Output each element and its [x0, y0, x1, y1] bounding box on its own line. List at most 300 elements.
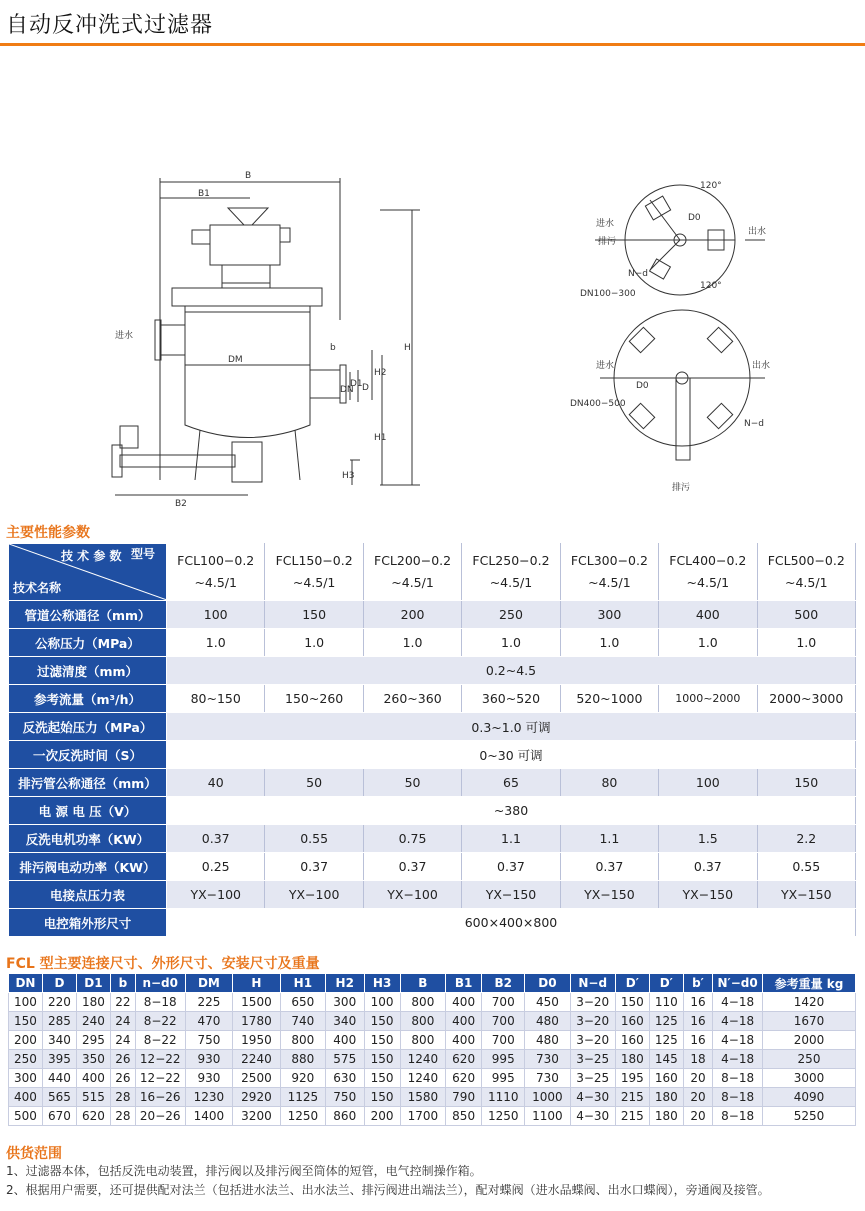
dims-row [9, 1031, 856, 1050]
model-code: FCL100−0.2 [177, 553, 255, 568]
dims-cell: 400 [446, 1012, 482, 1031]
dims-header-cell: DN [9, 974, 43, 993]
dims-cell: 730 [525, 1050, 570, 1069]
dims-cell: 180 [649, 1088, 683, 1107]
model-code: FCL150−0.2 [275, 553, 353, 568]
perf-cell: 50 [265, 769, 363, 797]
dims-cell: 4090 [763, 1088, 856, 1107]
dims-cell: 750 [326, 1088, 365, 1107]
dims-cell: 150 [9, 1012, 43, 1031]
perf-row-label: 反洗电机功率（KW） [9, 825, 167, 853]
perf-cell: 1.0 [757, 629, 855, 657]
dims-cell: 215 [615, 1107, 649, 1126]
dims-cell: 3−20 [570, 993, 615, 1012]
dims-header-cell: H2 [326, 974, 365, 993]
dims-cell: 620 [446, 1050, 482, 1069]
model-code: FCL400−0.2 [669, 553, 747, 568]
perf-cell: 80 [560, 769, 658, 797]
dims-cell: 3−25 [570, 1069, 615, 1088]
perf-cell: 65 [462, 769, 560, 797]
dims-cell: 150 [615, 993, 649, 1012]
dims-cell: 575 [326, 1050, 365, 1069]
dims-header-cell: D0 [525, 974, 570, 993]
perf-cell-span: 0.3~1.0 可调 [167, 713, 856, 741]
dims-cell: 750 [185, 1031, 233, 1050]
dims-cell: 225 [185, 993, 233, 1012]
perf-cell: 100 [659, 769, 757, 797]
perf-cell: 0.55 [757, 853, 855, 881]
perf-row-label: 电 源 电 压（V） [9, 797, 167, 825]
perf-model-header [560, 544, 658, 601]
dims-cell: 2500 [233, 1069, 281, 1088]
dims-header-cell: b [110, 974, 135, 993]
perf-row [9, 881, 856, 909]
dims-header-row [9, 974, 856, 993]
perf-header-corner [9, 544, 167, 601]
model-range: ~4.5/1 [588, 575, 631, 590]
perf-cell: 0.37 [560, 853, 658, 881]
perf-row-label: 电控箱外形尺寸 [9, 909, 167, 937]
nd-label-top: N−d [628, 269, 648, 279]
dims-cell: 28 [110, 1107, 135, 1126]
perf-model-header [363, 544, 461, 601]
dims-cell: 300 [326, 993, 365, 1012]
dims-cell: 100 [9, 993, 43, 1012]
dims-cell: 930 [185, 1069, 233, 1088]
dims-cell: 26 [110, 1069, 135, 1088]
dims-cell: 125 [649, 1012, 683, 1031]
perf-model-header [167, 544, 265, 601]
dim-label-h1: H1 [374, 433, 387, 443]
dims-row [9, 1012, 856, 1031]
perf-cell: YX−100 [265, 881, 363, 909]
dims-cell: 145 [649, 1050, 683, 1069]
dim-label-bb: b [330, 343, 336, 353]
dim-label-h3: H3 [342, 471, 355, 481]
dims-cell: 480 [525, 1012, 570, 1031]
inlet-label: 进水 [115, 331, 134, 341]
dims-cell: 1400 [185, 1107, 233, 1126]
dims-cell: 440 [42, 1069, 76, 1088]
perf-row [9, 741, 856, 769]
perf-row-label: 公称压力（MPa） [9, 629, 167, 657]
dims-cell: 24 [110, 1012, 135, 1031]
dims-cell: 12−22 [135, 1050, 185, 1069]
angle-label-top: 120° [700, 181, 722, 191]
dims-cell: 3−20 [570, 1031, 615, 1050]
dims-cell: 995 [482, 1069, 525, 1088]
perf-cell: 100 [167, 601, 265, 629]
dims-cell: 16 [683, 1012, 712, 1031]
dims-cell: 26 [110, 1050, 135, 1069]
dims-cell: 250 [763, 1050, 856, 1069]
perf-cell: 0.25 [167, 853, 265, 881]
perf-cell: 1.5 [659, 825, 757, 853]
perf-cell: 1.1 [560, 825, 658, 853]
dims-cell: 20−26 [135, 1107, 185, 1126]
perf-row-label: 排污阀电动功率（KW） [9, 853, 167, 881]
perf-cell: 360~520 [462, 685, 560, 713]
dims-header-cell: D [42, 974, 76, 993]
dims-cell: 4−18 [713, 993, 763, 1012]
dim-label-b1: B1 [198, 189, 210, 199]
perf-cell: 80~150 [167, 685, 265, 713]
perf-cell: YX−150 [560, 881, 658, 909]
dims-cell: 195 [615, 1069, 649, 1088]
corner-model-text: 型号 [131, 547, 156, 561]
model-range: ~4.5/1 [292, 575, 336, 590]
dims-header-cell: b′ [683, 974, 712, 993]
perf-row [9, 853, 856, 881]
perf-cell: 0.37 [462, 853, 560, 881]
dims-cell: 740 [280, 1012, 325, 1031]
dims-cell: 700 [482, 1012, 525, 1031]
outlet-label-top: 出水 [748, 227, 767, 237]
dims-row [9, 1050, 856, 1069]
dims-cell: 930 [185, 1050, 233, 1069]
dim-label-dn: DN [340, 385, 354, 395]
dims-cell: 220 [42, 993, 76, 1012]
dims-cell: 300 [9, 1069, 43, 1088]
dims-cell: 620 [76, 1107, 110, 1126]
perf-row [9, 713, 856, 741]
dims-cell: 160 [615, 1031, 649, 1050]
perf-cell: 1.0 [462, 629, 560, 657]
dims-header-cell: D′ [615, 974, 649, 993]
dims-cell: 340 [42, 1031, 76, 1050]
perf-cell: YX−100 [363, 881, 461, 909]
dims-cell: 1700 [400, 1107, 445, 1126]
dims-cell: 3000 [763, 1069, 856, 1088]
dims-header-cell: B1 [446, 974, 482, 993]
dims-cell: 880 [280, 1050, 325, 1069]
model-code: FCL500−0.2 [767, 553, 845, 568]
dims-cell: 3200 [233, 1107, 281, 1126]
perf-cell: YX−150 [757, 881, 855, 909]
dims-cell: 16−26 [135, 1088, 185, 1107]
dims-cell: 8−18 [713, 1088, 763, 1107]
dims-cell: 395 [42, 1050, 76, 1069]
perf-cell: 1000~2000 [659, 685, 757, 713]
dims-cell: 8−18 [713, 1069, 763, 1088]
dims-header-cell: D′ [649, 974, 683, 993]
dims-cell: 730 [525, 1069, 570, 1088]
dims-header-cell: N′−d0 [713, 974, 763, 993]
dims-header-cell: H1 [280, 974, 325, 993]
dims-header-cell: H [233, 974, 281, 993]
dims-cell: 1420 [763, 993, 856, 1012]
dims-cell: 1250 [482, 1107, 525, 1126]
dims-cell: 22 [110, 993, 135, 1012]
dims-header-cell: D1 [76, 974, 110, 993]
dims-cell: 3−20 [570, 1012, 615, 1031]
dims-row [9, 1069, 856, 1088]
perf-row [9, 657, 856, 685]
dims-cell: 450 [525, 993, 570, 1012]
dims-cell: 565 [42, 1088, 76, 1107]
dims-cell: 150 [364, 1088, 400, 1107]
dims-cell: 860 [326, 1107, 365, 1126]
dims-cell: 620 [446, 1069, 482, 1088]
perf-row-label: 电接点压力表 [9, 881, 167, 909]
perf-row [9, 825, 856, 853]
dims-cell: 700 [482, 1031, 525, 1050]
perf-cell: 500 [757, 601, 855, 629]
drain-label-large: 排污 [672, 483, 691, 493]
dims-cell: 1670 [763, 1012, 856, 1031]
dn400-label: DN400−500 [570, 399, 626, 409]
dims-cell: 3−25 [570, 1050, 615, 1069]
perf-model-header [659, 544, 757, 601]
model-range: ~4.5/1 [785, 575, 828, 590]
perf-row-label: 反洗起始压力（MPa） [9, 713, 167, 741]
perf-cell: 0.75 [363, 825, 461, 853]
dims-cell: 150 [364, 1031, 400, 1050]
dims-cell: 240 [76, 1012, 110, 1031]
dn100-label: DN100−300 [580, 289, 636, 299]
dims-cell: 1250 [280, 1107, 325, 1126]
dims-cell: 4−18 [713, 1031, 763, 1050]
dims-cell: 16 [683, 1031, 712, 1050]
dims-cell: 650 [280, 993, 325, 1012]
dims-cell: 20 [683, 1088, 712, 1107]
dims-cell: 180 [76, 993, 110, 1012]
dim-label-d: D [362, 383, 369, 393]
dims-cell: 215 [615, 1088, 649, 1107]
dims-cell: 4−30 [570, 1107, 615, 1126]
dims-cell: 470 [185, 1012, 233, 1031]
perf-cell: 0.37 [659, 853, 757, 881]
dims-cell: 18 [683, 1050, 712, 1069]
model-code: FCL300−0.2 [570, 553, 648, 568]
dims-section-title: FCL 型主要连接尺寸、外形尺寸、安装尺寸及重量 [6, 956, 320, 972]
perf-cell: 2.2 [757, 825, 855, 853]
perf-section-title: 主要性能参数 [6, 525, 90, 541]
perf-cell: 40 [167, 769, 265, 797]
perf-cell-span: 600×400×800 [167, 909, 856, 937]
supply-section-title: 供货范围 [6, 1146, 62, 1162]
corner-diagonal [9, 544, 167, 600]
perf-model-header [265, 544, 363, 601]
perf-cell-span: 0~30 可调 [167, 741, 856, 769]
dims-cell: 400 [446, 993, 482, 1012]
perf-row [9, 769, 856, 797]
perf-cell: 400 [659, 601, 757, 629]
dims-cell: 500 [9, 1107, 43, 1126]
dims-header-cell: B [400, 974, 445, 993]
model-range: ~4.5/1 [391, 575, 434, 590]
dims-cell: 150 [364, 1012, 400, 1031]
dims-cell: 800 [280, 1031, 325, 1050]
dim-label-h: H [404, 343, 411, 353]
dim-label-b2: B2 [175, 499, 187, 509]
dims-cell: 1230 [185, 1088, 233, 1107]
perf-cell: 250 [462, 601, 560, 629]
dims-cell: 200 [364, 1107, 400, 1126]
dims-header-cell: 参考重量 kg [763, 974, 856, 993]
dims-cell: 2920 [233, 1088, 281, 1107]
dims-cell: 20 [683, 1069, 712, 1088]
corner-top-text: 技 术 参 数 [61, 549, 122, 563]
dims-cell: 125 [649, 1031, 683, 1050]
perf-cell: 150 [757, 769, 855, 797]
model-range: ~4.5/1 [194, 575, 237, 590]
drain-label-top: 排污 [598, 237, 617, 247]
dims-row [9, 993, 856, 1012]
model-range: ~4.5/1 [489, 575, 533, 590]
dims-cell: 8−18 [713, 1107, 763, 1126]
perf-cell: 1.1 [462, 825, 560, 853]
inlet-label-top: 进水 [596, 219, 615, 229]
dims-cell: 1000 [525, 1088, 570, 1107]
dims-cell: 800 [400, 993, 445, 1012]
dims-cell: 1240 [400, 1069, 445, 1088]
perf-cell: 200 [363, 601, 461, 629]
dims-cell: 2000 [763, 1031, 856, 1050]
model-code: FCL250−0.2 [472, 553, 550, 568]
perf-cell-span: ~380 [167, 797, 856, 825]
dim-label-h2: H2 [374, 368, 387, 378]
dims-header-cell: B2 [482, 974, 525, 993]
dims-cell: 700 [482, 993, 525, 1012]
page-title: 自动反冲洗式过滤器 [6, 13, 214, 38]
perf-row [9, 601, 856, 629]
dims-cell: 1125 [280, 1088, 325, 1107]
supply-list [6, 1162, 770, 1200]
dims-cell: 400 [9, 1088, 43, 1107]
perf-cell: 520~1000 [560, 685, 658, 713]
dims-cell: 160 [649, 1069, 683, 1088]
outlet-label-large: 出水 [752, 361, 771, 371]
model-range: ~4.5/1 [686, 575, 730, 590]
dims-cell: 800 [400, 1031, 445, 1050]
perf-cell-span: 0.2~4.5 [167, 657, 856, 685]
dims-cell: 350 [76, 1050, 110, 1069]
perf-cell: 50 [363, 769, 461, 797]
angle-label-bottom: 120° [700, 281, 722, 291]
title-rule [0, 43, 865, 46]
perf-cell: 1.0 [363, 629, 461, 657]
perf-cell: 2000~3000 [757, 685, 855, 713]
perf-cell: YX−150 [659, 881, 757, 909]
perf-model-header [757, 544, 855, 601]
perf-row-label: 排污管公称通径（mm） [9, 769, 167, 797]
dims-cell: 670 [42, 1107, 76, 1126]
dims-cell: 1950 [233, 1031, 281, 1050]
dims-cell: 295 [76, 1031, 110, 1050]
perf-cell: 0.37 [363, 853, 461, 881]
perf-row-label: 参考流量（m³/h） [9, 685, 167, 713]
d0-label-large: D0 [636, 381, 649, 391]
d0-label-top: D0 [688, 213, 701, 223]
perf-row-label: 一次反洗时间（S） [9, 741, 167, 769]
dims-cell: 8−22 [135, 1031, 185, 1050]
perf-cell: 1.0 [560, 629, 658, 657]
dims-cell: 1100 [525, 1107, 570, 1126]
perf-row-label: 管道公称通径（mm） [9, 601, 167, 629]
perf-model-header [462, 544, 560, 601]
dims-row [9, 1107, 856, 1126]
perf-cell: 1.0 [167, 629, 265, 657]
nd-label-large: N−d [744, 419, 764, 429]
dims-row [9, 1088, 856, 1107]
corner-name-text: 技术名称 [13, 581, 62, 595]
dims-cell: 200 [9, 1031, 43, 1050]
perf-cell: YX−100 [167, 881, 265, 909]
dims-header-cell: DM [185, 974, 233, 993]
perf-table [8, 543, 856, 937]
dims-header-cell: N−d [570, 974, 615, 993]
dims-cell: 24 [110, 1031, 135, 1050]
dim-label-dm: DM [228, 355, 243, 365]
dim-label-d1: D1 [350, 379, 363, 389]
dims-cell: 12−22 [135, 1069, 185, 1088]
dims-cell: 8−22 [135, 1012, 185, 1031]
perf-cell: 0.55 [265, 825, 363, 853]
perf-cell: YX−150 [462, 881, 560, 909]
dims-cell: 800 [400, 1012, 445, 1031]
supply-item: 1、过滤器本体，包括反洗电动装置，排污阀以及排污阀至筒体的短管，电气控制操作箱。 [6, 1164, 482, 1178]
dims-cell: 850 [446, 1107, 482, 1126]
dims-cell: 250 [9, 1050, 43, 1069]
dims-cell: 1780 [233, 1012, 281, 1031]
perf-row [9, 797, 856, 825]
perf-cell: 0.37 [265, 853, 363, 881]
technical-drawing [0, 160, 865, 520]
dims-cell: 400 [76, 1069, 110, 1088]
perf-cell: 300 [560, 601, 658, 629]
perf-row [9, 909, 856, 937]
dims-cell: 4−18 [713, 1050, 763, 1069]
dims-cell: 28 [110, 1088, 135, 1107]
dims-cell: 1500 [233, 993, 281, 1012]
supply-item: 2、根据用户需要，还可提供配对法兰（包括进水法兰、出水法兰、排污阀进出端法兰），配对蝶阀（进水品蝶阀、出水口蝶阀），旁通阀及接管。 [6, 1183, 770, 1197]
dims-header-cell: H3 [364, 974, 400, 993]
dims-cell: 1240 [400, 1050, 445, 1069]
dims-cell: 790 [446, 1088, 482, 1107]
perf-cell: 150 [265, 601, 363, 629]
dim-label-b: B [245, 171, 252, 181]
dims-cell: 995 [482, 1050, 525, 1069]
dims-cell: 150 [364, 1050, 400, 1069]
dims-cell: 160 [615, 1012, 649, 1031]
inlet-label-large: 进水 [596, 361, 615, 371]
dims-cell: 180 [615, 1050, 649, 1069]
perf-row [9, 685, 856, 713]
dims-cell: 340 [326, 1012, 365, 1031]
dims-cell: 16 [683, 993, 712, 1012]
model-code: FCL200−0.2 [374, 553, 452, 568]
dims-cell: 400 [326, 1031, 365, 1050]
perf-cell: 260~360 [363, 685, 461, 713]
perf-row [9, 629, 856, 657]
perf-cell: 1.0 [659, 629, 757, 657]
dims-cell: 8−18 [135, 993, 185, 1012]
dims-cell: 110 [649, 993, 683, 1012]
dims-cell: 4−30 [570, 1088, 615, 1107]
dims-table [8, 973, 856, 1126]
dims-cell: 2240 [233, 1050, 281, 1069]
perf-cell: 0.37 [167, 825, 265, 853]
dims-cell: 5250 [763, 1107, 856, 1126]
dims-cell: 180 [649, 1107, 683, 1126]
dims-cell: 630 [326, 1069, 365, 1088]
perf-header-row [9, 544, 856, 601]
dims-cell: 480 [525, 1031, 570, 1050]
perf-row-label: 过滤清度（mm） [9, 657, 167, 685]
perf-cell: 150~260 [265, 685, 363, 713]
dims-cell: 285 [42, 1012, 76, 1031]
